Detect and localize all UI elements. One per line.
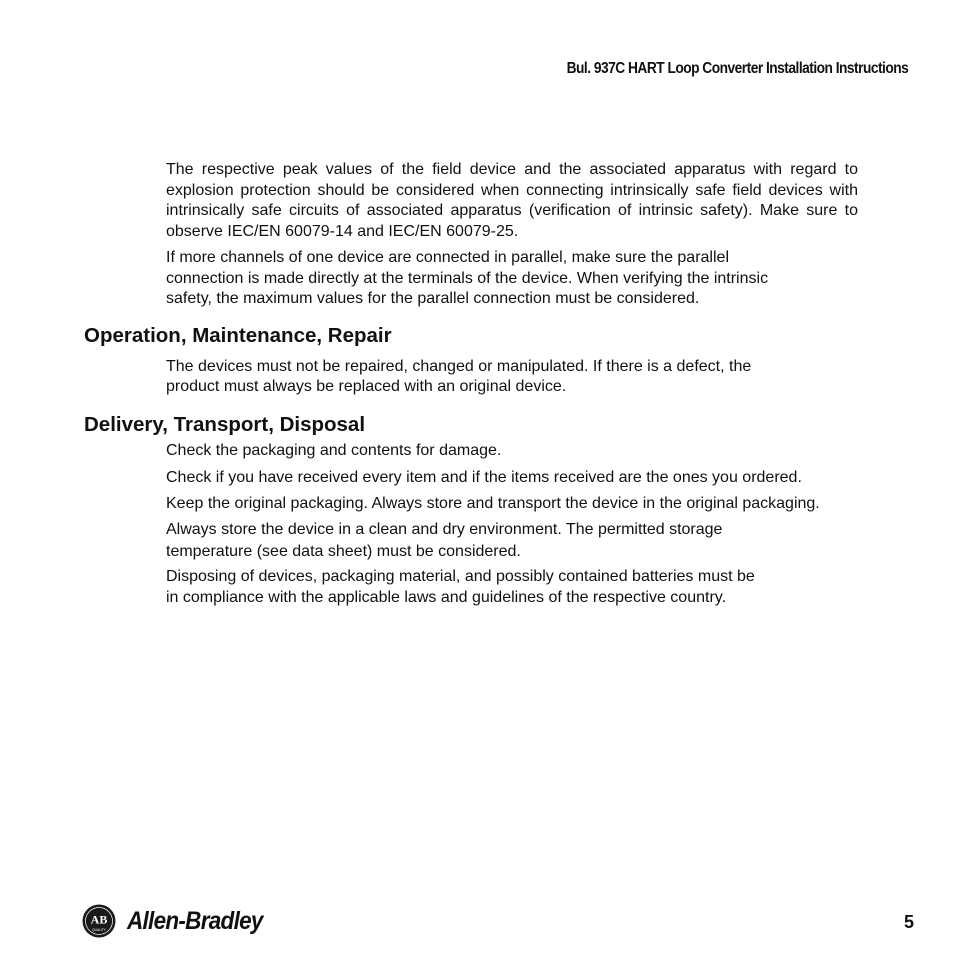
brand-name: Allen-Bradley — [127, 906, 263, 935]
section-heading-delivery: Delivery, Transport, Disposal — [84, 412, 366, 436]
parallel-line-2: connection is made directly at the terminals of the device. When verifying the intrinsic — [166, 269, 769, 287]
delivery-item-keep-packaging: Keep the original packaging. Always store and transport the device in the original packaging. — [166, 494, 820, 512]
delivery-item-check-received: Check if you have received every item and if the items received are the ones you ordered. — [166, 469, 802, 486]
operation-line-2: product must always be replaced with an original device. — [166, 378, 567, 395]
delivery-item-storage — [166, 519, 884, 563]
page-number: 5 — [903, 912, 914, 932]
seal-subtext: QUALITY — [92, 928, 106, 932]
disposal-line-1: Disposing of devices, packaging material, and possibly contained batteries must be — [166, 568, 755, 585]
ab-seal-icon — [82, 904, 116, 938]
intro-paragraph-parallel-channels — [166, 248, 858, 310]
intro-paragraph-explosion-protection: The respective peak values of the field device and the associated apparatus with regard to explosion protection should be considered when connecting intrinsically safe field devices with intrinsically safe circuits of associated apparatus (verification of intrinsic safety). Make sure to observe IEC/EN 60079-14 and IEC/EN 60079-25. — [166, 161, 858, 240]
allen-bradley-logo — [82, 904, 278, 938]
storage-line-1: Always store the device in a clean and dry environment. The permitted storage — [166, 521, 723, 538]
parallel-line-3: safety, the maximum values for the parallel connection must be considered. — [166, 290, 700, 307]
section-heading-operation: Operation, Maintenance, Repair — [84, 323, 392, 347]
operation-line-1: The devices must not be repaired, changed or manipulated. If there is a defect, the — [166, 357, 752, 375]
parallel-line-1: If more channels of one device are connected in parallel, make sure the parallel — [166, 249, 729, 266]
operation-paragraph — [166, 357, 858, 398]
delivery-item-check-packaging: Check the packaging and contents for damage. — [166, 441, 502, 459]
storage-line-2: temperature (see data sheet) must be considered. — [166, 543, 521, 560]
delivery-item-disposal — [166, 566, 884, 608]
disposal-line-2: in compliance with the applicable laws and guidelines of the respective country. — [166, 589, 727, 606]
running-header-title: Bul. 937C HART Loop Converter Installation Instructions — [566, 60, 908, 77]
seal-letters: AB — [90, 912, 108, 927]
document-body — [84, 160, 884, 608]
